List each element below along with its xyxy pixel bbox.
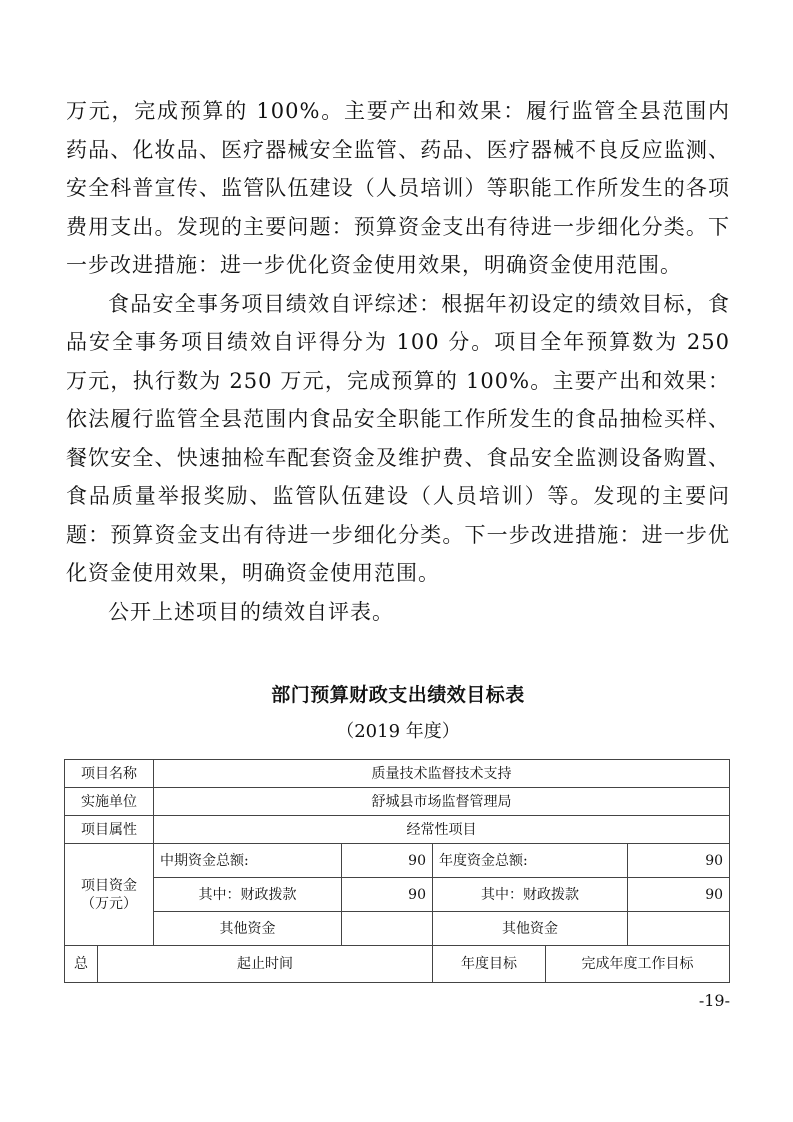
unit-label: 实施单位 [65,788,154,816]
annual-total-label: 年度资金总额: [433,844,628,878]
table-row [65,946,730,983]
page-number: -19- [698,991,730,1010]
paragraph-disclosure: 公开上述项目的绩效自评表。 [108,599,394,624]
mid-fiscal-label: 其中：财政拨款 [154,878,342,912]
table-row [65,760,730,788]
table-subtitle: （2019 年度） [336,721,460,742]
project-name-label: 项目名称 [65,760,154,788]
funds-label-line1: 项目资金 [81,877,137,894]
annual-total-value: 90 [628,844,730,878]
table-row [65,878,730,912]
performance-target-table [64,759,730,983]
table-title: 部门预算财政支出绩效目标表 [271,684,525,706]
project-name-value: 质量技术监督技术支持 [154,760,730,788]
mid-other-label: 其他资金 [154,912,342,946]
funds-label [65,844,154,946]
total-label: 总 [65,946,98,983]
paragraph-food-safety: 食品安全事务项目绩效自评综述：根据年初设定的绩效目标，食品安全事务项目绩效自评得分为 100 分。项目全年预算数为 250 万元，执行数为 250 万元，完成预算的 100%。主要产出和效果：依法履行监管全县范围内食品安全职能工作所发生的食品抽检买样、餐饮安全、快速抽检车配套资金及维护费、食品安全监测设备购置、食品质量举报奖励、监管队伍建设（人员培训）等。发现的主要问题：预算资金支出有待进一步细化分类。下一步改进措施：进一步优化资金使用效果，明确资金使用范围。 [66,291,730,585]
paragraph-drug-safety: 万元，完成预算的 100%。主要产出和效果：履行监管全县范围内药品、化妆品、医疗器械安全监管、药品、医疗器械不良反应监测、安全科普宣传、监管队伍建设（人员培训）等职能工作所发生的各项费用支出。发现的主要问题：预算资金支出有待进一步细化分类。下一步改进措施：进一步优化资金使用效果，明确资金使用范围。 [66,99,730,277]
table-row [65,816,730,844]
table-row [65,912,730,946]
funds-label-line2: （万元） [81,895,137,912]
mid-other-value [342,912,433,946]
annual-other-label: 其他资金 [433,912,628,946]
unit-value: 舒城县市场监督管理局 [154,788,730,816]
table-row [65,788,730,816]
annual-target-label: 年度目标 [433,946,546,983]
complete-target-label: 完成年度工作目标 [546,946,730,983]
annual-fiscal-label: 其中：财政拨款 [433,878,628,912]
mid-total-label: 中期资金总额: [154,844,342,878]
annual-fiscal-value: 90 [628,878,730,912]
attribute-label: 项目属性 [65,816,154,844]
annual-other-value [628,912,730,946]
mid-fiscal-value: 90 [342,878,433,912]
attribute-value: 经常性项目 [154,816,730,844]
period-label: 起止时间 [98,946,433,983]
table-row [65,844,730,878]
mid-total-value: 90 [342,844,433,878]
